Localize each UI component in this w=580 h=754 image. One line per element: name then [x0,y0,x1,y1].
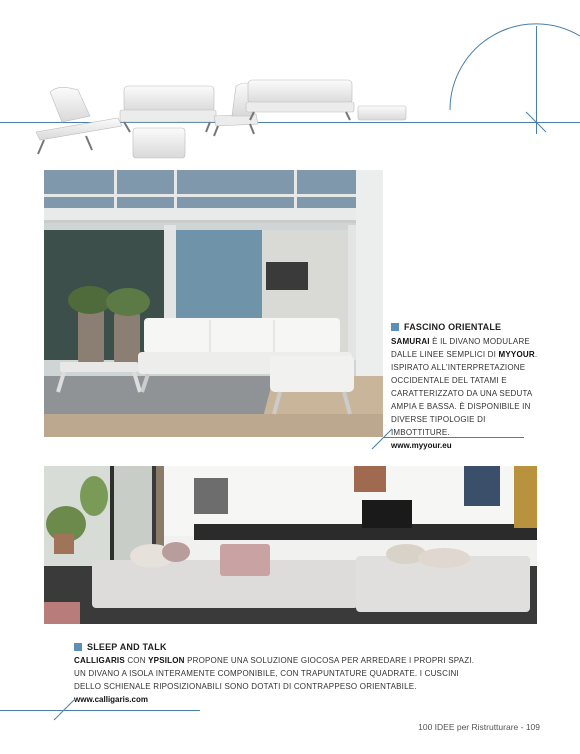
page-footer: 100 IDEE per Ristrutturare - 109 [418,722,540,732]
calligaris-website-link[interactable]: www.calligaris.com [74,695,148,704]
samurai-website-link[interactable]: www.myyour.eu [391,441,452,450]
ysilon-caption-heading: SLEEP AND TALK [74,642,514,652]
samurai-caption-body: SAMURAI È IL DIVANO MODULARE DALLE LINEE SEMPLICI DI MYYOUR. ISPIRATO ALL'INTERPRETAZIONE OCCIDENTALE DEL TATAMI E CARATTERIZZATO DA UNA SEDUTA AMPIA E BASSA. È DISPONIBILE IN DIVERSE TIPOLOGIE DI IMBOTTITURE. [391,337,538,437]
ysilon-caption-body: CALLIGARIS CON YPSILON PROPONE UNA SOLUZIONE GIOCOSA PER ARREDARE I PROPRI SPAZI. UN DIVANO A ISOLA INTERAMENTE COMPONIBILE, CON TRAPUNTATURE QUADRATE. I CUSCINI DELLO SCHIENALE RIPOSIZIONABILI SONO DOTATI DI CONTRAPPESO ORIENTABILE. [74,656,475,691]
samurai-caption-heading: FASCINO ORIENTALE [391,322,541,332]
